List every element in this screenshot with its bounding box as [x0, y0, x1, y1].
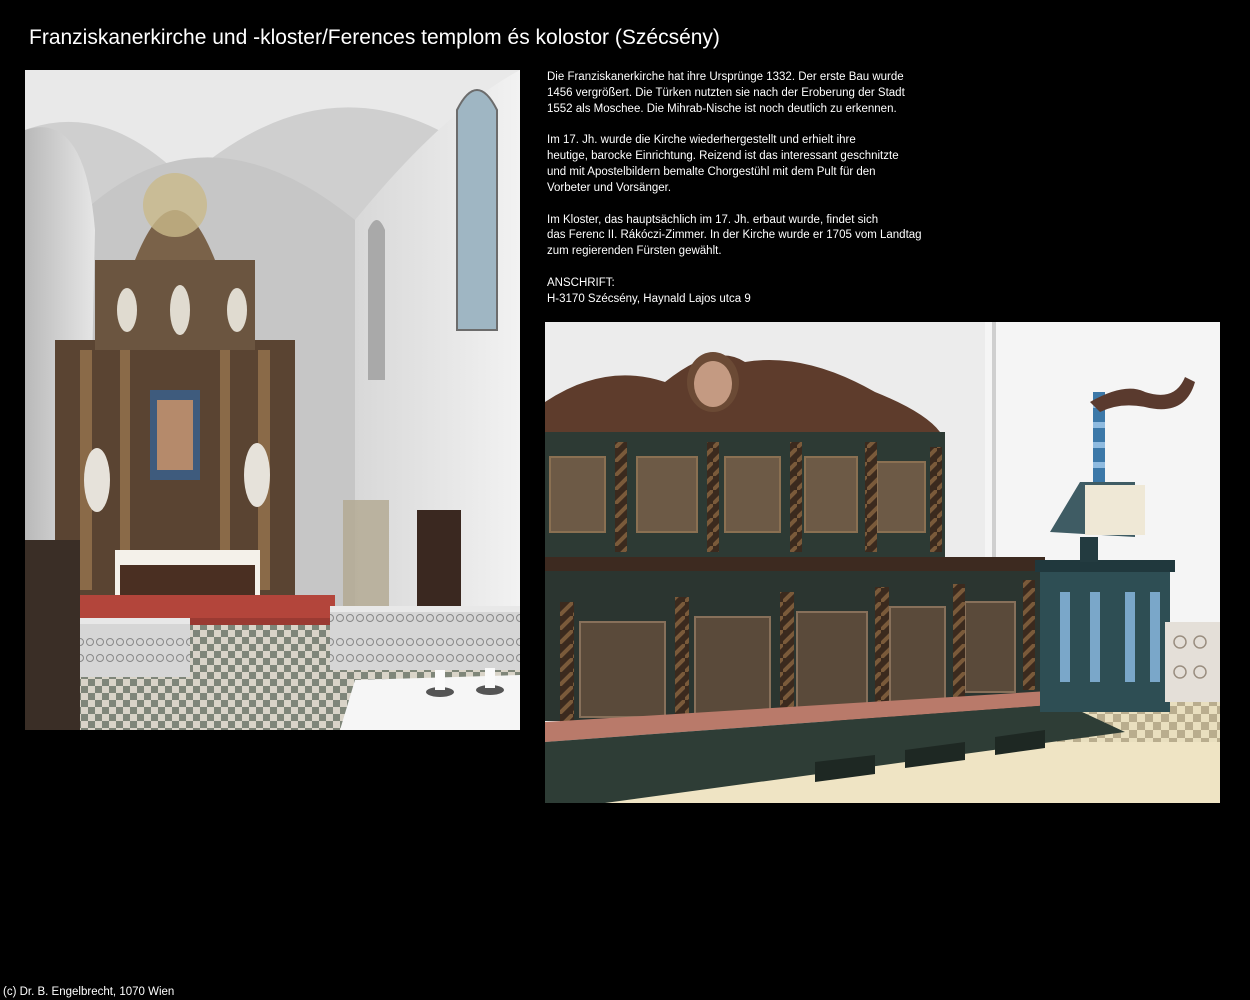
- text-line: 1552 als Moschee. Die Mihrab-Nische ist noch deutlich zu erkennen.: [547, 102, 897, 115]
- address-label: ANSCHRIFT:: [547, 276, 615, 289]
- text-line: Im 17. Jh. wurde die Kirche wiederhergestellt und erhielt ihre: [547, 134, 856, 147]
- text-line: Vorbeter und Vorsänger.: [547, 181, 672, 194]
- text-line: und mit Apostelbildern bemalte Chorgestühl mit dem Pult für den: [547, 165, 876, 178]
- text-line: Im Kloster, das hauptsächlich im 17. Jh. erbaut wurde, findet sich: [547, 213, 879, 226]
- paragraph-monastery: [547, 213, 967, 260]
- page-title: Franziskanerkirche und -kloster/Ferences templom és kolostor (Szécsény): [29, 26, 720, 49]
- text-line: heutige, barocke Einrichtung. Reizend ist das interessant geschnitzte: [547, 150, 899, 163]
- text-line: Die Franziskanerkirche hat ihre Ursprünge 1332. Der erste Bau wurde: [547, 71, 904, 83]
- text-line: 1456 vergrößert. Die Türken nutzten sie nach der Eroberung der Stadt: [547, 86, 905, 99]
- address-value: H-3170 Szécsény, Haynald Lajos utca 9: [547, 292, 751, 305]
- text-line: zum regierenden Fürsten gewählt.: [547, 245, 722, 258]
- description-text: [547, 70, 967, 324]
- paragraph-furnishing: [547, 133, 967, 196]
- paragraph-history: [547, 70, 967, 117]
- choir-stalls-photo: [545, 322, 1220, 803]
- paragraph-address: [547, 276, 967, 308]
- copyright-footer: (c) Dr. B. Engelbrecht, 1070 Wien: [3, 986, 175, 998]
- altar-photo: [25, 70, 520, 730]
- text-line: das Ferenc II. Rákóczi-Zimmer. In der Kirche wurde er 1705 vom Landtag: [547, 229, 922, 242]
